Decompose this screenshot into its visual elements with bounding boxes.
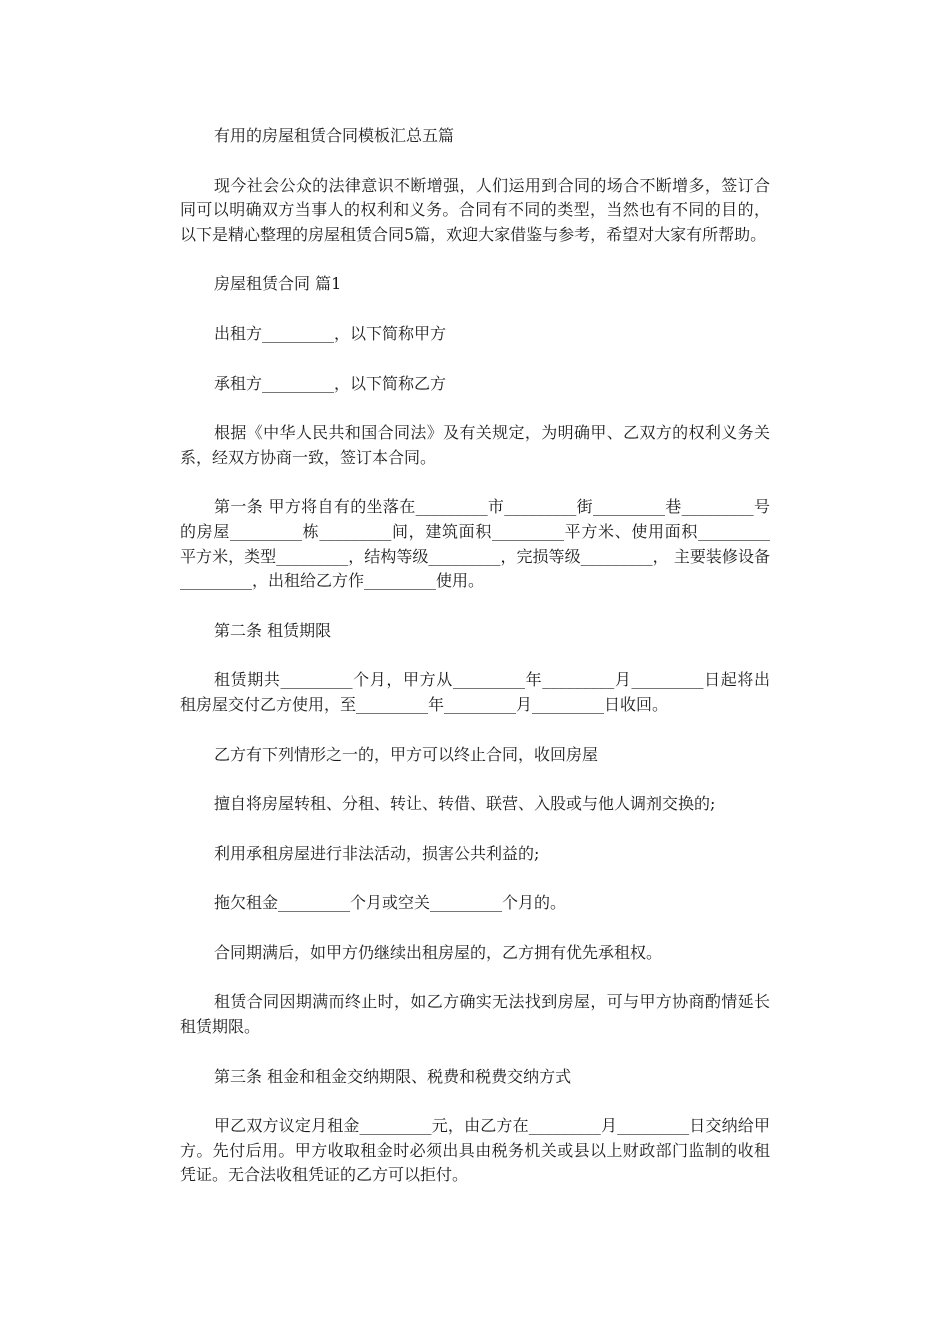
rent-payment-paragraph: 甲乙双方议定月租金_________元，由乙方在_________月_________日交纳给甲方。先付后用。甲方收取租金时必须出具由税务机关或县以上财政部门监制的收租凭证。无合法收租凭证的乙方可以拒付。	[180, 1116, 770, 1185]
article-2-heading: 第二条 租赁期限	[214, 620, 332, 640]
termination-condition-2: 利用承租房屋进行非法活动，损害公共利益的;	[214, 843, 540, 863]
intro-paragraph: 现今社会公众的法律意识不断增强，人们运用到合同的场合不断增多，签订合同可以明确双方当事人的权利和义务。合同有不同的类型，当然也有不同的目的，以下是精心整理的房屋租赁合同5篇，欢迎大家借鉴与参考，希望对大家有所帮助。	[180, 175, 770, 244]
legal-basis-paragraph: 根据《中华人民共和国合同法》及有关规定，为明确甲、乙双方的权利义务关系，经双方协商一致，签订本合同。	[180, 423, 770, 467]
article-3-heading: 第三条 租金和租金交纳期限、税费和税费交纳方式	[214, 1066, 572, 1086]
document-page	[180, 120, 770, 1213]
lease-term-paragraph: 租赁期共_________个月，甲方从_________年_________月_________日起将出租房屋交付乙方使用，至_________年_________月_________日收回。	[180, 670, 770, 714]
article-1-paragraph: 第一条 甲方将自有的坐落在_________市_________街_________巷_________号的房屋_________栋_________间，建筑面积_________平方米、使用面积_________平方米，类型_________，结构等级_________，完损等级_________， 主要装修设备_________，出租给乙方作_________使用。	[180, 497, 770, 591]
termination-condition-3: 拖欠租金_________个月或空关_________个月的。	[214, 893, 567, 913]
document-title: 有用的房屋租赁合同模板汇总五篇	[214, 126, 455, 145]
lessor-line: 出租方_________，以下简称甲方	[214, 323, 447, 343]
lessee-line: 承租方_________，以下简称乙方	[214, 373, 447, 393]
extension-paragraph: 租赁合同因期满而终止时，如乙方确实无法找到房屋，可与甲方协商酌情延长租赁期限。	[180, 992, 770, 1037]
section-heading-contract-1: 房屋租赁合同 篇1	[214, 274, 342, 294]
renewal-priority-paragraph: 合同期满后，如甲方仍继续出租房屋的，乙方拥有优先承租权。	[214, 942, 663, 962]
termination-condition-1: 擅自将房屋转租、分租、转让、转借、联营、入股或与他人调剂交换的;	[214, 794, 716, 814]
termination-conditions-intro: 乙方有下列情形之一的，甲方可以终止合同，收回房屋	[214, 744, 599, 764]
